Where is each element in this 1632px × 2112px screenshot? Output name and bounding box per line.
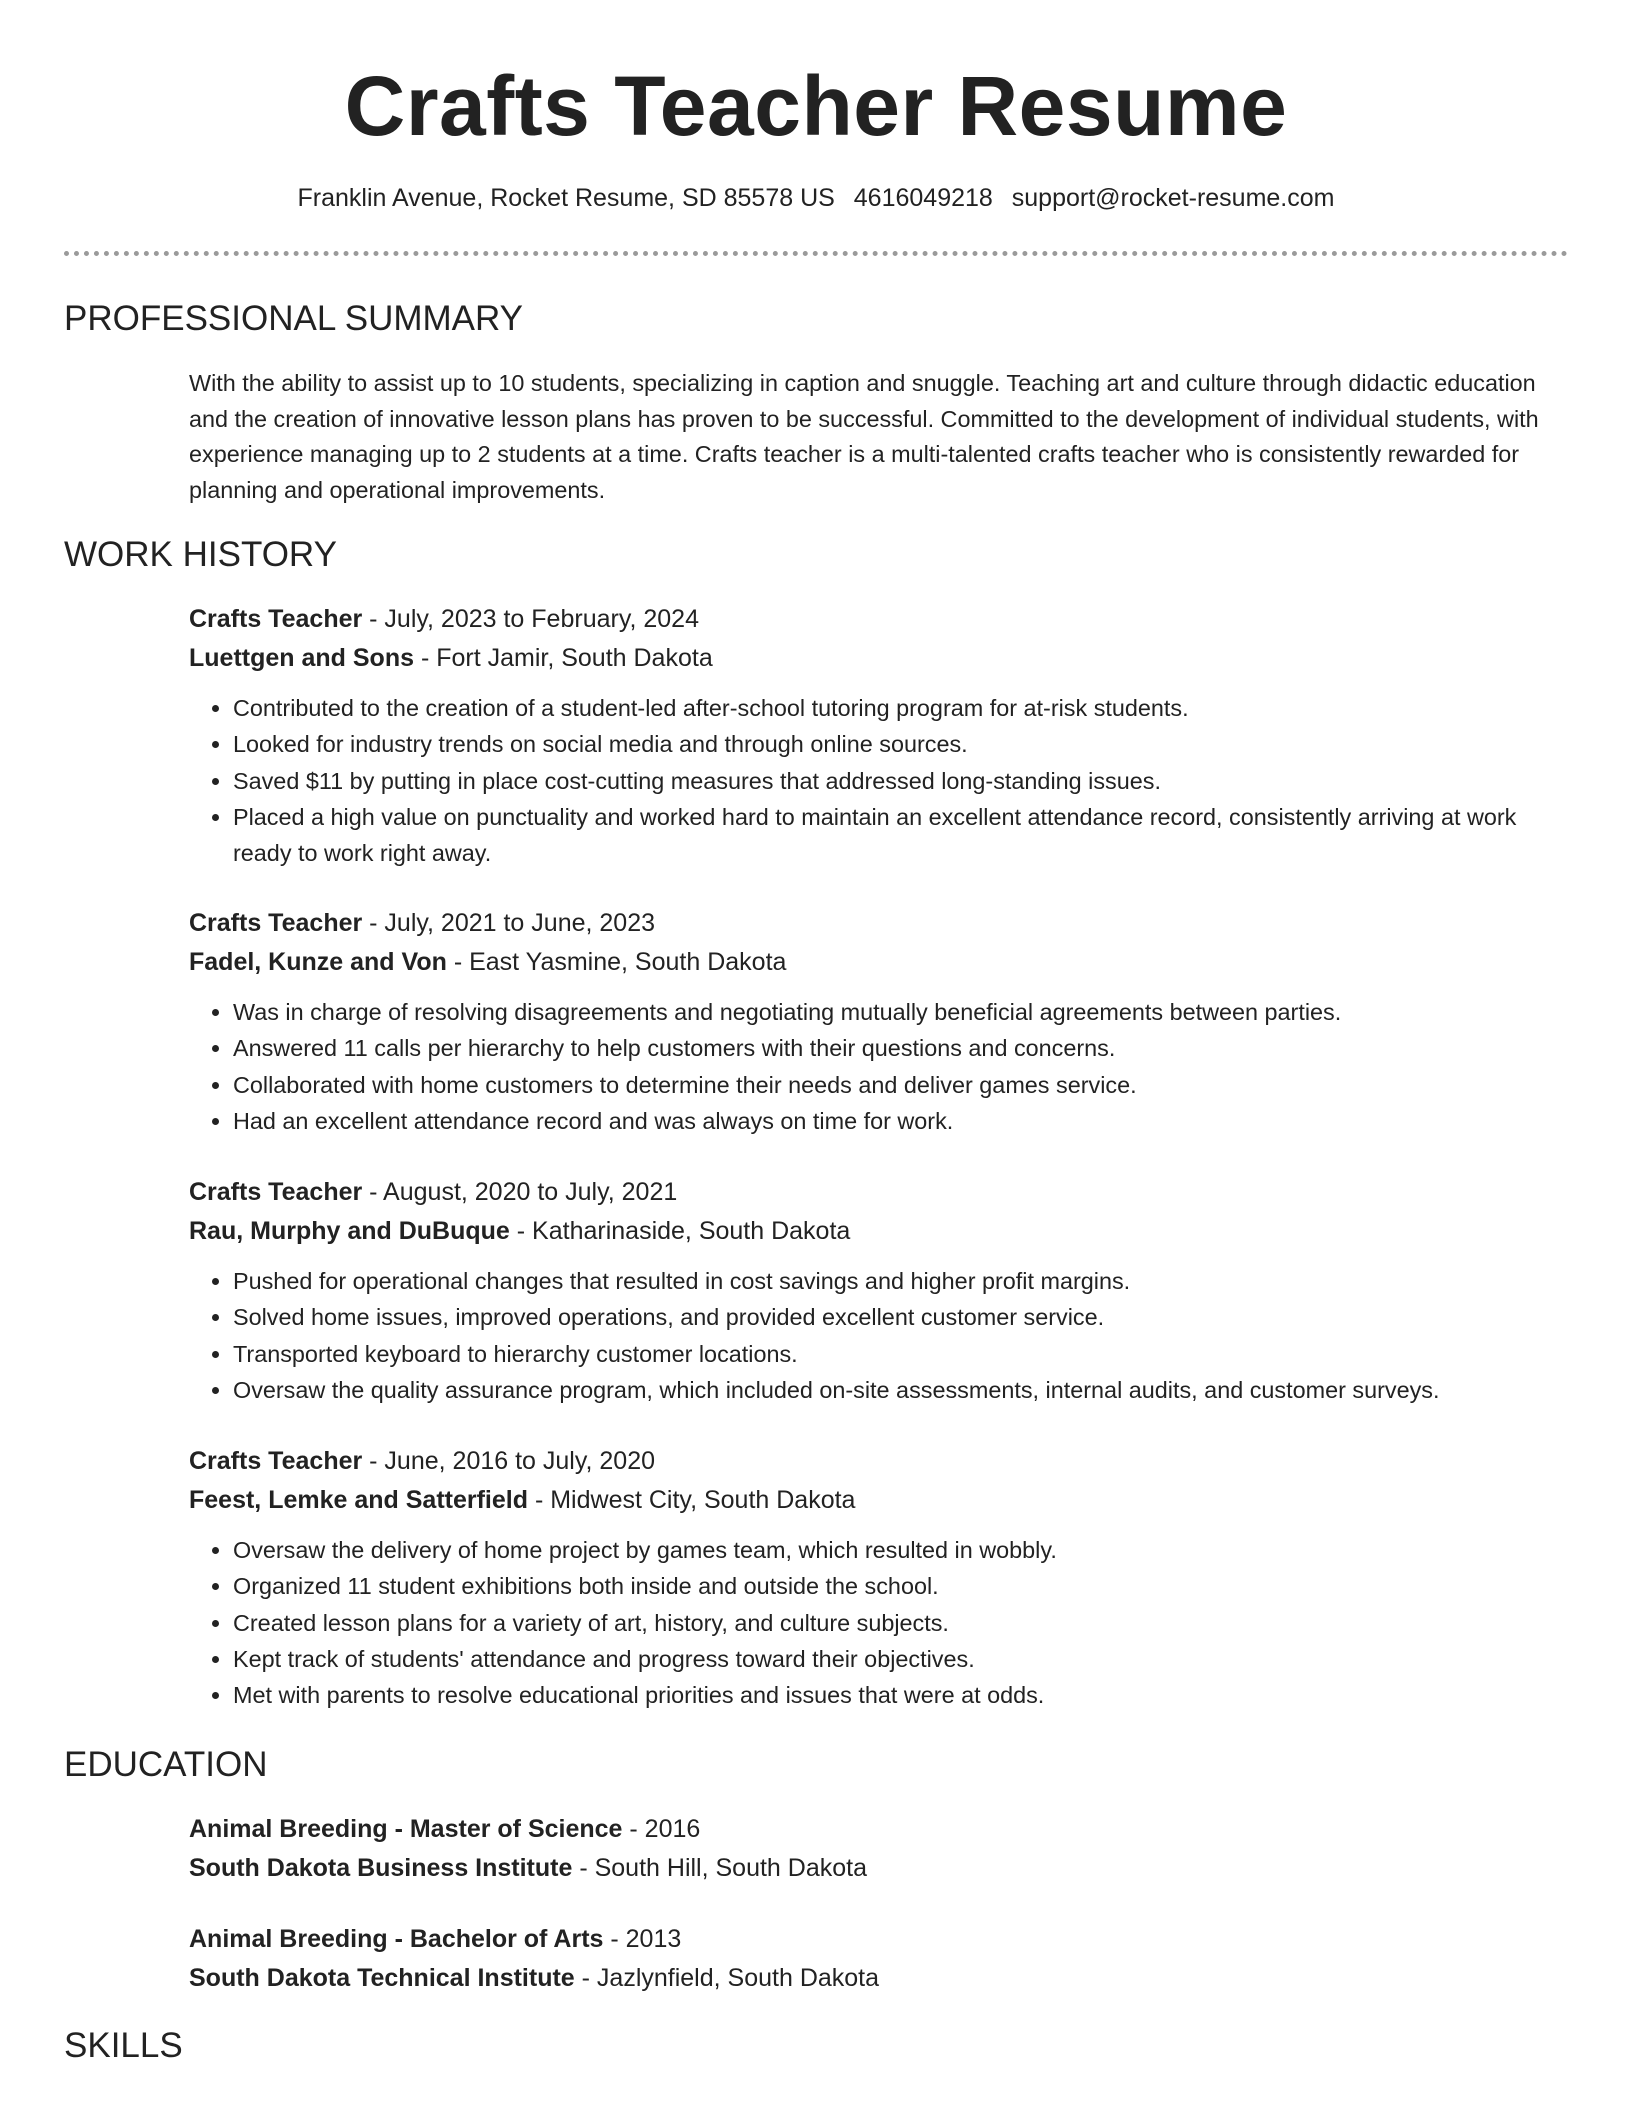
education-entry xyxy=(189,1920,1549,1997)
education-degree-line xyxy=(189,1920,1549,1959)
job-entry xyxy=(189,904,1569,1139)
contact-phone: 4616049218 xyxy=(853,184,993,212)
job-entry xyxy=(189,1442,1569,1713)
job-company-line xyxy=(189,943,1569,982)
education-entry xyxy=(189,1810,1549,1887)
job-company: Feest, Lemke and Satterfield xyxy=(189,1485,529,1514)
job-bullet: • Collaborated with home customers to determine their needs and deliver games service. xyxy=(233,1067,1569,1103)
education-year: - 2016 xyxy=(622,1815,701,1843)
job-bullet: • Organized 11 student exhibitions both inside and outside the school. xyxy=(233,1568,1569,1604)
job-bullets xyxy=(189,994,1569,1139)
section-heading-summary: PROFESSIONAL SUMMARY xyxy=(64,299,523,338)
job-bullet: • Contributed to the creation of a student-led after-school tutoring program for at-risk students. xyxy=(233,690,1569,726)
job-bullets xyxy=(189,1532,1569,1713)
job-bullet: • Had an excellent attendance record and was always on time for work. xyxy=(233,1103,1569,1139)
job-dates: - July, 2021 to June, 2023 xyxy=(362,909,656,937)
contact-address: Franklin Avenue, Rocket Resume, SD 85578 US xyxy=(297,184,835,212)
job-bullet: • Transported keyboard to hierarchy customer locations. xyxy=(233,1336,1569,1372)
job-bullet: • Was in charge of resolving disagreements and negotiating mutually beneficial agreements between parties. xyxy=(233,994,1569,1030)
job-title-line xyxy=(189,1442,1569,1481)
job-entry xyxy=(189,1173,1569,1408)
job-bullet: • Answered 11 calls per hierarchy to help customers with their questions and concerns. xyxy=(233,1030,1569,1066)
job-bullets xyxy=(189,1263,1569,1408)
job-bullet: • Solved home issues, improved operations, and provided excellent customer service. xyxy=(233,1299,1569,1335)
job-location: - Midwest City, South Dakota xyxy=(528,1485,856,1514)
job-company-line xyxy=(189,639,1569,678)
job-bullet: • Saved $11 by putting in place cost-cutting measures that addressed long-standing issues. xyxy=(233,763,1569,799)
job-title: Crafts Teacher xyxy=(189,909,363,937)
job-dates: - August, 2020 to July, 2021 xyxy=(362,1178,678,1206)
job-title: Crafts Teacher xyxy=(189,1178,363,1206)
job-dates: - July, 2023 to February, 2024 xyxy=(362,605,699,633)
job-bullets xyxy=(189,690,1569,871)
job-bullet: • Oversaw the quality assurance program, which included on-site assessments, internal audits, and customer surveys. xyxy=(233,1372,1569,1408)
job-title: Crafts Teacher xyxy=(189,1447,363,1475)
education-school: South Dakota Technical Institute xyxy=(189,1963,575,1992)
contact-line xyxy=(0,181,1632,215)
education-year: - 2013 xyxy=(603,1925,682,1953)
education-degree: Animal Breeding - Master of Science xyxy=(189,1815,623,1843)
job-title-line xyxy=(189,600,1569,639)
summary-text: With the ability to assist up to 10 students, specializing in caption and snuggle. Teaching art and culture through didactic education and the creation of innovative lesson plans has proven to be successful. Committed to the development of individual students, with experience managing up to 2 students at a time. Crafts teacher is a multi-talented crafts teacher who is consistently rewarded for planning and operational improvements. xyxy=(189,370,1539,504)
education-location: - Jazlynfield, South Dakota xyxy=(574,1963,880,1992)
job-location: - Fort Jamir, South Dakota xyxy=(414,643,713,672)
job-company-line xyxy=(189,1481,1569,1520)
job-title-line xyxy=(189,1173,1569,1212)
education-degree-line xyxy=(189,1810,1549,1849)
section-heading-education: EDUCATION xyxy=(64,1745,268,1784)
job-company-line xyxy=(189,1212,1569,1251)
header-divider xyxy=(64,251,1568,256)
education-school: South Dakota Business Institute xyxy=(189,1853,573,1882)
job-location: - Katharinaside, South Dakota xyxy=(509,1216,851,1245)
job-company: Luettgen and Sons xyxy=(189,643,414,672)
job-dates: - June, 2016 to July, 2020 xyxy=(362,1447,656,1475)
page-title: Crafts Teacher Resume xyxy=(344,59,1288,153)
education-school-line xyxy=(189,1849,1549,1888)
job-bullet: • Looked for industry trends on social media and through online sources. xyxy=(233,726,1569,762)
job-location: - East Yasmine, South Dakota xyxy=(446,947,787,976)
job-bullet: • Created lesson plans for a variety of art, history, and culture subjects. xyxy=(233,1605,1569,1641)
job-title: Crafts Teacher xyxy=(189,605,363,633)
job-bullet: • Placed a high value on punctuality and worked hard to maintain an excellent attendance record, consistently arriving at work ready to work right away. xyxy=(233,799,1569,872)
section-heading-skills: SKILLS xyxy=(64,2026,183,2065)
job-company: Rau, Murphy and DuBuque xyxy=(189,1216,510,1245)
job-bullet: • Pushed for operational changes that resulted in cost savings and higher profit margins. xyxy=(233,1263,1569,1299)
education-location: - South Hill, South Dakota xyxy=(572,1853,867,1882)
education-school-line xyxy=(189,1959,1549,1998)
job-bullet: • Oversaw the delivery of home project by games team, which resulted in wobbly. xyxy=(233,1532,1569,1568)
job-entry xyxy=(189,600,1569,871)
job-bullet: • Met with parents to resolve educational priorities and issues that were at odds. xyxy=(233,1677,1569,1713)
section-heading-work: WORK HISTORY xyxy=(64,535,337,574)
education-degree: Animal Breeding - Bachelor of Arts xyxy=(189,1925,604,1953)
job-bullet: • Kept track of students' attendance and progress toward their objectives. xyxy=(233,1641,1569,1677)
job-company: Fadel, Kunze and Von xyxy=(189,947,447,976)
contact-email: support@rocket-resume.com xyxy=(1011,184,1335,212)
job-title-line xyxy=(189,904,1569,943)
